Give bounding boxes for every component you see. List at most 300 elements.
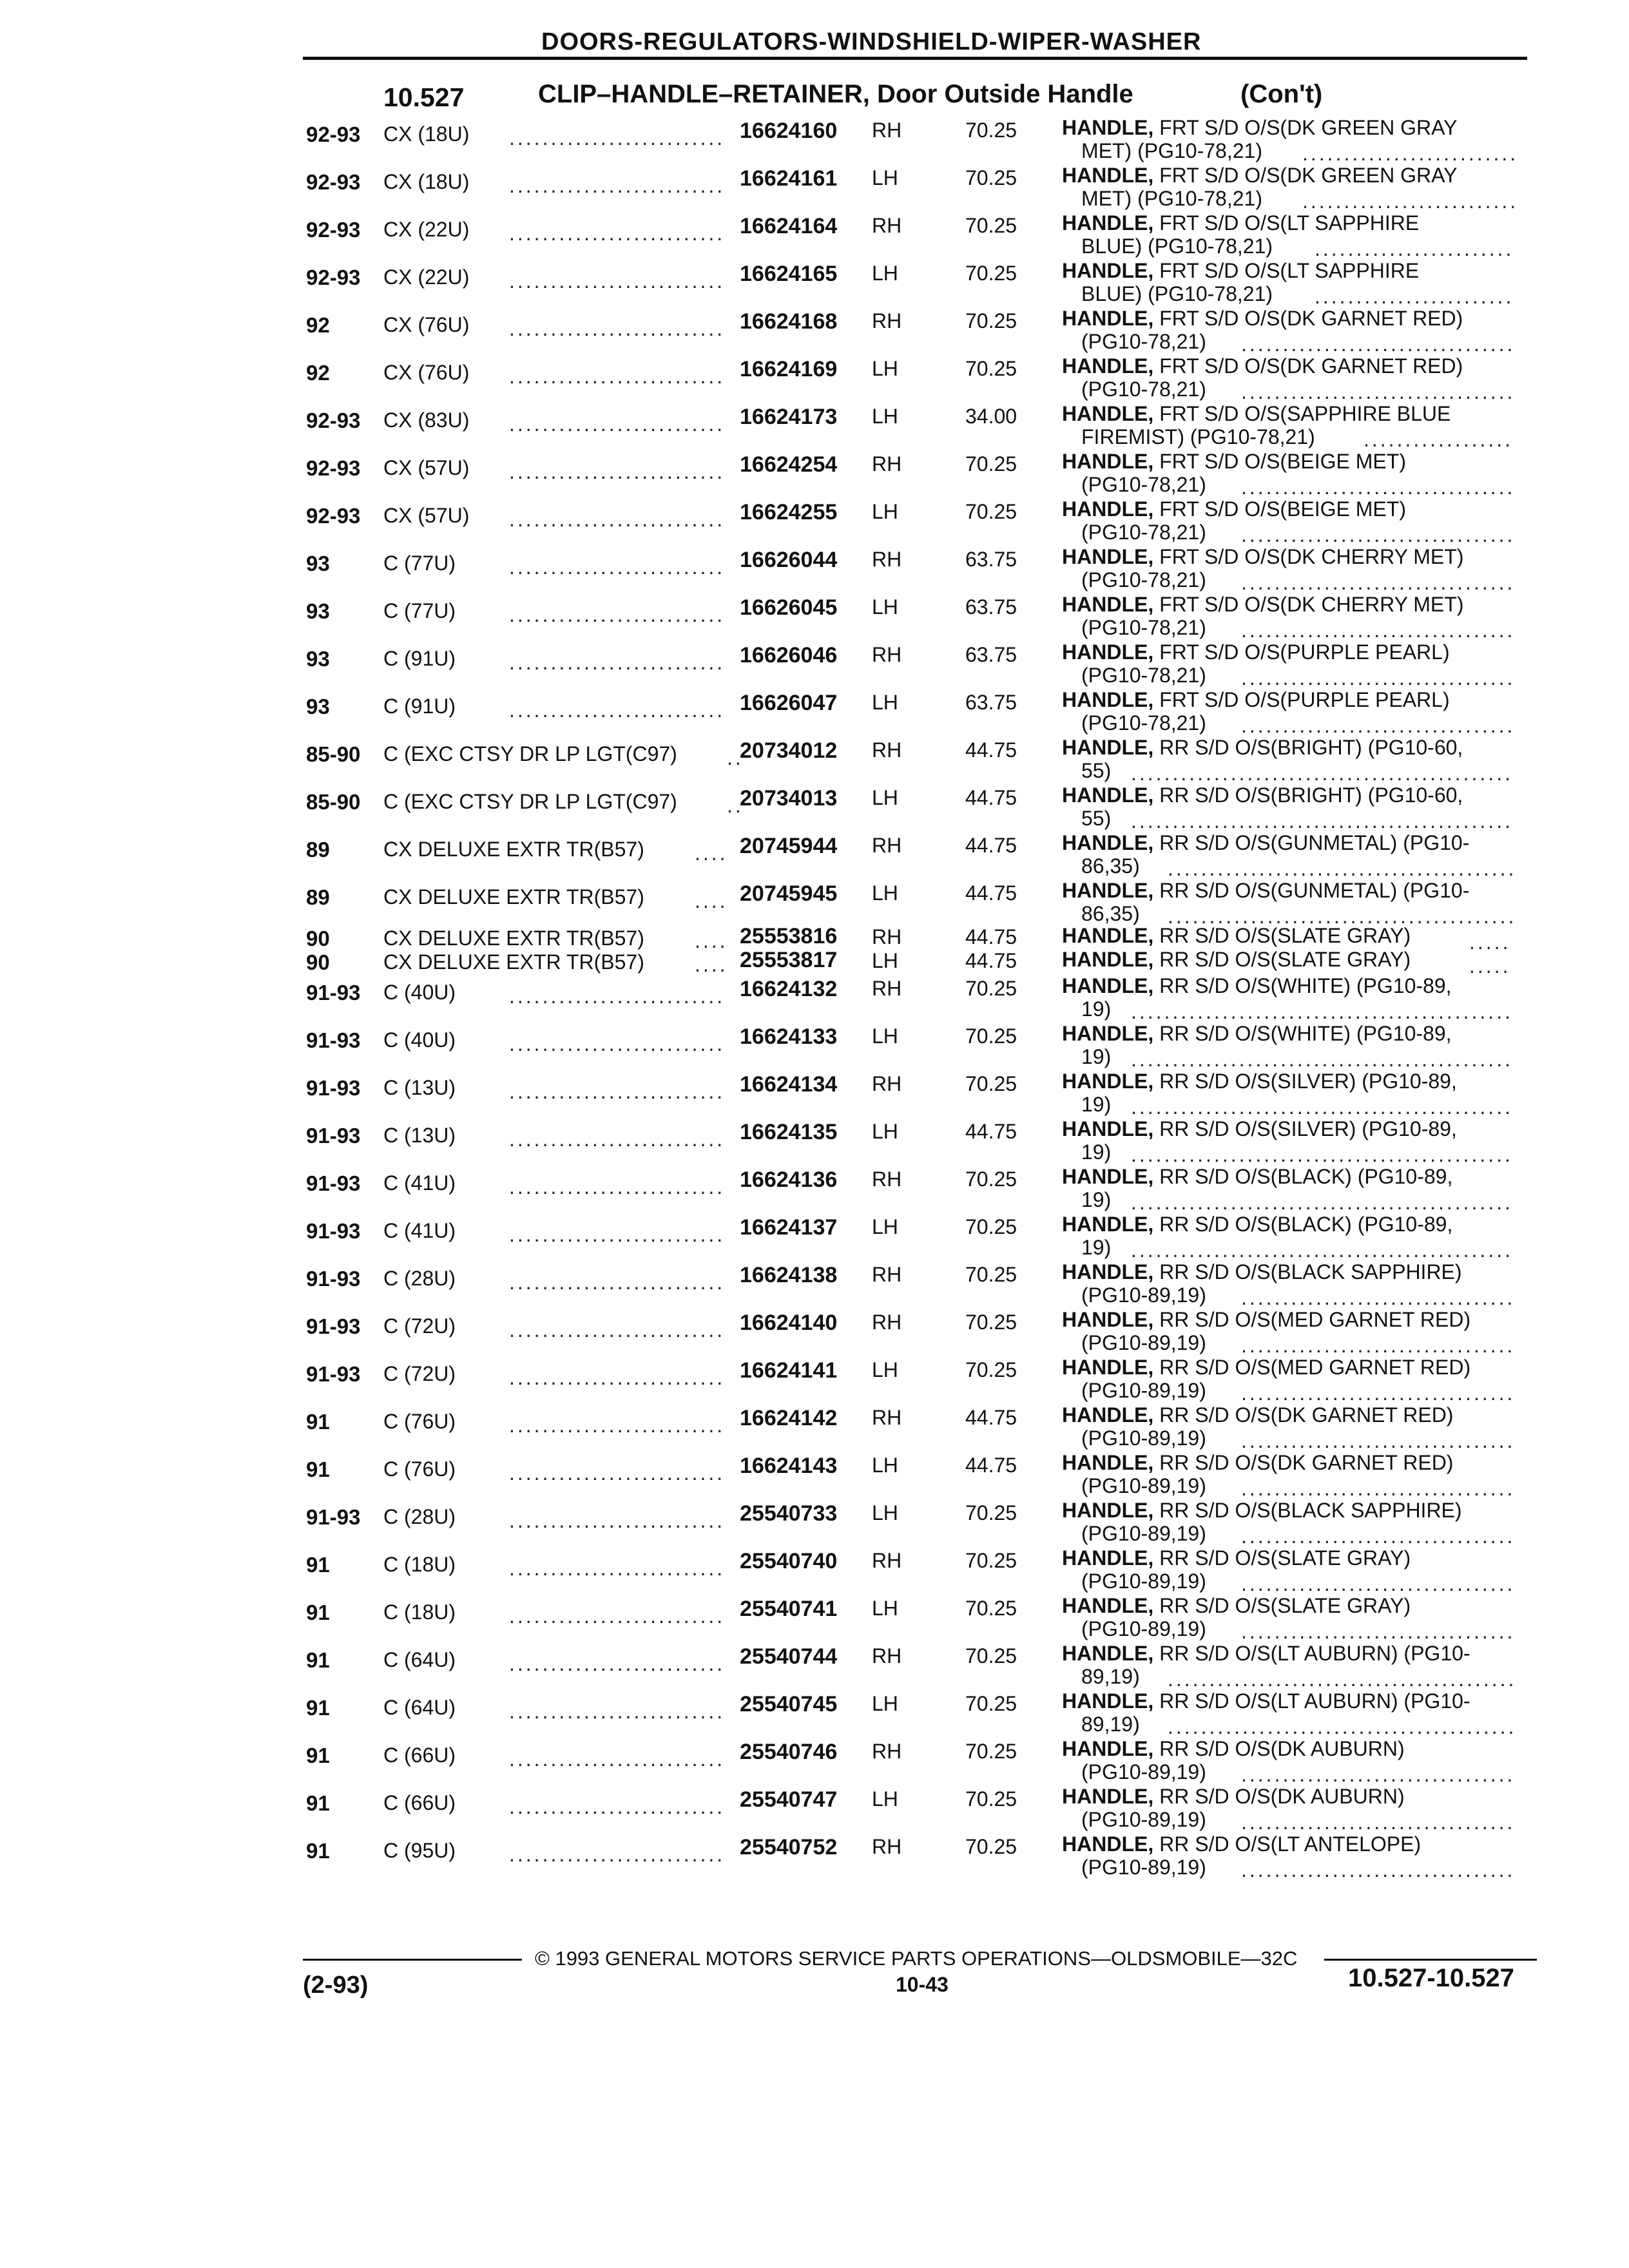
- copyright-line: © 1993 GENERAL MOTORS SERVICE PARTS OPERATIONS—OLDSMOBILE—32C: [535, 1947, 1298, 1970]
- part-number-cell: 16624133: [740, 1024, 838, 1049]
- description-key: HANDLE,: [1062, 948, 1154, 971]
- model-cell: CX (76U): [383, 313, 470, 336]
- leader-dots: ..................: [1364, 428, 1514, 451]
- part-number-cell: 16624173: [740, 405, 838, 429]
- description-line-1: [1062, 354, 1463, 378]
- part-number-cell: 25540733: [740, 1501, 838, 1526]
- leader-dots: ..........................: [1302, 142, 1519, 165]
- side-cell: LH: [872, 500, 898, 523]
- side-cell: RH: [872, 309, 902, 332]
- side-cell: RH: [872, 1168, 902, 1191]
- table-row: [0, 1737, 1629, 1786]
- table-row: [0, 307, 1629, 356]
- page-header-title: DOORS-REGULATORS-WINDSHIELD-WIPER-WASHER: [541, 28, 1202, 55]
- price-cell: 70.25: [965, 1501, 1017, 1524]
- description-text: RR S/D O/S(GUNMETAL) (PG10-: [1159, 831, 1470, 854]
- year-cell: 89: [306, 838, 330, 861]
- model-cell: C (91U): [383, 695, 456, 718]
- description-line-2: (PG10-78,21): [1081, 473, 1206, 496]
- description-key: HANDLE,: [1062, 354, 1154, 378]
- leader-dots: .................................: [1241, 1429, 1516, 1452]
- model-cell: CX DELUXE EXTR TR(B57): [383, 950, 644, 974]
- description-line-2: 19): [1081, 1045, 1112, 1068]
- table-row: [0, 497, 1629, 544]
- price-cell: 63.75: [965, 548, 1017, 571]
- part-number-cell: 20734013: [740, 786, 838, 811]
- description-key: HANDLE,: [1062, 783, 1154, 807]
- description-key: HANDLE,: [1062, 1070, 1154, 1093]
- year-cell: 92: [306, 313, 330, 337]
- description-line-1: [1062, 1451, 1453, 1475]
- section-continued: (Con't): [1240, 80, 1323, 108]
- description-key: HANDLE,: [1062, 688, 1154, 711]
- description-line-1: [1062, 1022, 1452, 1046]
- leader-dots: ..........................: [509, 1080, 726, 1103]
- description-line-2: 55): [1081, 759, 1112, 782]
- year-cell: 93: [306, 599, 330, 623]
- description-line-1: [1062, 948, 1411, 972]
- part-number-cell: 25540747: [740, 1787, 838, 1812]
- leader-dots: ..............................................: [1131, 762, 1513, 785]
- table-row: [0, 1832, 1629, 1879]
- description-key: HANDLE,: [1062, 497, 1154, 521]
- description-text: RR S/D O/S(BLACK SAPPHIRE): [1159, 1260, 1462, 1283]
- leader-dots: ..........................: [509, 1700, 726, 1723]
- description-key: HANDLE,: [1062, 1737, 1154, 1760]
- leader-dots: .................................: [1241, 571, 1516, 594]
- description-text: RR S/D O/S(DK AUBURN): [1159, 1785, 1405, 1808]
- leader-dots: .................................: [1241, 1620, 1516, 1643]
- description-key: HANDLE,: [1062, 1594, 1154, 1617]
- description-key: HANDLE,: [1062, 1832, 1154, 1856]
- description-text: RR S/D O/S(MED GARNET RED): [1159, 1356, 1471, 1379]
- description-line-1: [1062, 1165, 1452, 1189]
- part-number-cell: 25540752: [740, 1835, 838, 1860]
- table-row: [0, 783, 1629, 830]
- price-cell: 44.75: [965, 1454, 1017, 1477]
- description-key: HANDLE,: [1062, 1356, 1154, 1379]
- date-code: (2-93): [303, 1972, 369, 1999]
- description-line-2: (PG10-89,19): [1081, 1808, 1206, 1831]
- description-text: RR S/D O/S(DK GARNET RED): [1159, 1451, 1454, 1474]
- table-row: [0, 1546, 1629, 1593]
- description-text: RR S/D O/S(SLATE GRAY): [1159, 924, 1411, 947]
- description-text: RR S/D O/S(BRIGHT) (PG10-60,: [1159, 783, 1463, 807]
- description-key: HANDLE,: [1062, 974, 1154, 997]
- price-cell: 70.25: [965, 1263, 1017, 1286]
- table-row: [0, 1213, 1629, 1262]
- leader-dots: ..........................: [509, 1414, 726, 1437]
- description-line-2: (PG10-89,19): [1081, 1617, 1206, 1640]
- footer-rule-right: [1324, 1959, 1537, 1961]
- description-key: HANDLE,: [1062, 450, 1154, 473]
- description-text: FRT S/D O/S(DK GARNET RED): [1159, 354, 1463, 378]
- year-cell: 89: [306, 885, 330, 909]
- description-line-2: (PG10-89,19): [1081, 1331, 1206, 1354]
- table-row: [0, 593, 1629, 642]
- leader-dots: ..: [727, 794, 744, 817]
- description-key: HANDLE,: [1062, 1213, 1154, 1236]
- year-cell: 91: [306, 1839, 330, 1863]
- description-text: RR S/D O/S(BLACK) (PG10-89,: [1159, 1213, 1453, 1236]
- description-line-2: (PG10-78,21): [1081, 568, 1206, 591]
- description-line-1: [1062, 1117, 1457, 1141]
- description-line-1: [1062, 831, 1469, 855]
- leader-dots: ..: [727, 746, 744, 769]
- description-key: HANDLE,: [1062, 402, 1154, 425]
- year-cell: 90: [306, 927, 330, 950]
- side-cell: LH: [872, 405, 898, 428]
- price-cell: 70.25: [965, 1644, 1017, 1667]
- side-cell: RH: [872, 548, 902, 571]
- description-line-1: [1062, 259, 1419, 283]
- year-cell: 92-93: [306, 265, 361, 289]
- part-number-cell: 16624160: [740, 119, 838, 143]
- description-key: HANDLE,: [1062, 1785, 1154, 1808]
- year-cell: 91-93: [306, 1219, 361, 1243]
- description-text: RR S/D O/S(SLATE GRAY): [1159, 948, 1411, 971]
- description-line-2: MET) (PG10-78,21): [1081, 187, 1262, 210]
- side-cell: LH: [872, 691, 898, 714]
- price-cell: 44.75: [965, 949, 1017, 972]
- leader-dots: ..........................: [509, 555, 726, 579]
- year-cell: 92-93: [306, 456, 361, 480]
- description-key: HANDLE,: [1062, 1022, 1154, 1045]
- model-cell: CX (57U): [383, 456, 470, 479]
- description-line-1: [1062, 497, 1406, 521]
- section-range: 10.527-10.527: [1348, 1964, 1515, 1992]
- price-cell: 44.75: [965, 786, 1017, 809]
- part-number-cell: 16624136: [740, 1168, 838, 1192]
- model-cell: C (95U): [383, 1839, 456, 1862]
- description-line-2: (PG10-78,21): [1081, 711, 1206, 735]
- leader-dots: ..........................: [509, 1128, 726, 1151]
- leader-dots: ..........................: [509, 1843, 726, 1866]
- part-number-cell: 20745945: [740, 881, 838, 906]
- description-line-2: FIREMIST) (PG10-78,21): [1081, 425, 1315, 448]
- description-line-1: [1062, 164, 1457, 187]
- leader-dots: ..............................................: [1131, 1143, 1513, 1166]
- section-title: CLIP–HANDLE–RETAINER, Door Outside Handle: [538, 80, 1133, 108]
- leader-dots: ..........................: [509, 1604, 726, 1628]
- description-line-1: [1062, 1594, 1411, 1618]
- description-line-1: [1062, 640, 1450, 664]
- model-cell: C (64U): [383, 1696, 456, 1719]
- leader-dots: ..........................: [509, 1318, 726, 1341]
- year-cell: 91-93: [306, 981, 361, 1004]
- model-cell: C (18U): [383, 1600, 456, 1624]
- side-cell: RH: [872, 1549, 902, 1572]
- leader-dots: ..........................: [509, 1509, 726, 1532]
- side-cell: LH: [872, 1597, 898, 1620]
- description-line-1: [1062, 593, 1463, 617]
- part-number-cell: 16624164: [740, 214, 838, 238]
- side-cell: RH: [872, 1644, 902, 1667]
- footer-rule-left: [303, 1959, 522, 1961]
- description-line-1: [1062, 211, 1419, 235]
- model-cell: C (13U): [383, 1076, 456, 1099]
- part-number-cell: 16624135: [740, 1120, 838, 1144]
- leader-dots: ..........................: [509, 222, 726, 245]
- side-cell: LH: [872, 1787, 898, 1811]
- part-number-cell: 25540745: [740, 1692, 838, 1716]
- model-cell: C (77U): [383, 552, 456, 575]
- side-cell: RH: [872, 214, 902, 237]
- side-cell: RH: [872, 119, 902, 142]
- model-cell: C (66U): [383, 1744, 456, 1767]
- table-row: [0, 974, 1629, 1021]
- year-cell: 91: [306, 1696, 330, 1720]
- part-number-cell: 25540746: [740, 1740, 838, 1764]
- price-cell: 70.25: [965, 1740, 1017, 1763]
- description-text: RR S/D O/S(WHITE) (PG10-89,: [1159, 1022, 1452, 1045]
- description-text: RR S/D O/S(DK AUBURN): [1159, 1737, 1405, 1760]
- year-cell: 91-93: [306, 1362, 361, 1386]
- leader-dots: ....: [695, 889, 728, 912]
- description-line-1: [1062, 1213, 1452, 1236]
- leader-dots: ..........................: [509, 1175, 726, 1198]
- description-text: RR S/D O/S(SLATE GRAY): [1159, 1594, 1411, 1617]
- model-cell: C (76U): [383, 1457, 456, 1481]
- description-text: RR S/D O/S(BLACK) (PG10-89,: [1159, 1165, 1453, 1188]
- side-cell: RH: [872, 834, 902, 857]
- leader-dots: ..............................................: [1131, 1191, 1513, 1214]
- model-cell: CX (18U): [383, 170, 470, 193]
- price-cell: 63.75: [965, 595, 1017, 619]
- description-text: FRT S/D O/S(DK CHERRY MET): [1159, 545, 1464, 568]
- description-line-2: (PG10-89,19): [1081, 1379, 1206, 1402]
- part-number-cell: 16624143: [740, 1454, 838, 1478]
- model-cell: CX DELUXE EXTR TR(B57): [383, 927, 644, 950]
- part-number-cell: 16624140: [740, 1311, 838, 1335]
- leader-dots: ..........................: [509, 1032, 726, 1055]
- model-cell: C (76U): [383, 1410, 456, 1433]
- price-cell: 70.25: [965, 1168, 1017, 1191]
- leader-dots: .....: [1469, 930, 1511, 954]
- price-cell: 63.75: [965, 691, 1017, 714]
- description-key: HANDLE,: [1062, 211, 1154, 235]
- price-cell: 44.75: [965, 738, 1017, 762]
- description-text: RR S/D O/S(BRIGHT) (PG10-60,: [1159, 736, 1463, 759]
- leader-dots: ..........................................: [1168, 857, 1517, 880]
- side-cell: RH: [872, 1406, 902, 1429]
- side-cell: RH: [872, 1835, 902, 1858]
- description-text: FRT S/D O/S(LT SAPPHIRE: [1159, 211, 1420, 235]
- leader-dots: ..........................................: [1168, 1667, 1517, 1691]
- table-row: [0, 1689, 1629, 1736]
- year-cell: 93: [306, 552, 330, 575]
- leader-dots: .................................: [1241, 476, 1516, 499]
- leader-dots: .................................: [1241, 619, 1516, 642]
- description-line-1: [1062, 924, 1411, 948]
- description-line-2: (PG10-78,21): [1081, 616, 1206, 639]
- side-cell: RH: [872, 1740, 902, 1763]
- table-row: [0, 354, 1629, 401]
- leader-dots: .................................: [1241, 1811, 1516, 1834]
- leader-dots: .................................: [1241, 523, 1516, 546]
- description-text: FRT S/D O/S(PURPLE PEARL): [1159, 640, 1450, 664]
- table-row: [0, 736, 1629, 785]
- description-key: HANDLE,: [1062, 1546, 1154, 1570]
- table-row: [0, 1642, 1629, 1691]
- description-key: HANDLE,: [1062, 879, 1154, 902]
- description-line-2: 19): [1081, 1140, 1112, 1164]
- price-cell: 70.25: [965, 1311, 1017, 1334]
- part-number-cell: 16624161: [740, 166, 838, 191]
- table-row: [0, 1022, 1629, 1071]
- side-cell: LH: [872, 1358, 898, 1381]
- description-line-1: [1062, 1403, 1453, 1427]
- year-cell: 91: [306, 1553, 330, 1577]
- description-text: FRT S/D O/S(DK GREEN GRAY: [1159, 116, 1458, 139]
- model-cell: C (EXC CTSY DR LP LGT(C97): [383, 742, 677, 765]
- description-line-2: (PG10-89,19): [1081, 1474, 1206, 1497]
- description-line-1: [1062, 1546, 1411, 1570]
- price-cell: 44.75: [965, 834, 1017, 857]
- year-cell: 90: [306, 950, 330, 974]
- description-line-2: (PG10-78,21): [1081, 521, 1206, 544]
- side-cell: LH: [872, 1501, 898, 1524]
- year-cell: 91: [306, 1457, 330, 1481]
- description-line-1: [1062, 307, 1463, 331]
- description-line-2: (PG10-89,19): [1081, 1570, 1206, 1593]
- leader-dots: ..........................: [509, 698, 726, 722]
- year-cell: 92: [306, 361, 330, 385]
- description-text: FRT S/D O/S(LT SAPPHIRE: [1159, 259, 1420, 282]
- description-line-2: BLUE) (PG10-78,21): [1081, 282, 1273, 305]
- description-key: HANDLE,: [1062, 1260, 1154, 1283]
- description-text: RR S/D O/S(LT ANTELOPE): [1159, 1832, 1422, 1856]
- leader-dots: .................................: [1241, 380, 1516, 403]
- price-cell: 70.25: [965, 977, 1017, 1000]
- description-line-1: [1062, 974, 1452, 998]
- side-cell: LH: [872, 949, 898, 972]
- model-cell: CX DELUXE EXTR TR(B57): [383, 838, 644, 861]
- leader-dots: ..............................................: [1131, 1238, 1513, 1262]
- model-cell: C (66U): [383, 1791, 456, 1814]
- side-cell: RH: [872, 1311, 902, 1334]
- leader-dots: ..........................: [509, 365, 726, 388]
- table-row: [0, 640, 1629, 687]
- price-cell: 70.25: [965, 452, 1017, 476]
- price-cell: 70.25: [965, 1597, 1017, 1620]
- table-row: [0, 116, 1629, 165]
- leader-dots: ..........................: [509, 1223, 726, 1246]
- description-line-1: [1062, 1832, 1421, 1856]
- description-key: HANDLE,: [1062, 307, 1154, 330]
- leader-dots: ....: [695, 953, 728, 976]
- year-cell: 91-93: [306, 1505, 361, 1529]
- section-number: 10.527: [383, 82, 465, 112]
- leader-dots: .................................: [1241, 1858, 1516, 1881]
- description-text: FRT S/D O/S(PURPLE PEARL): [1159, 688, 1450, 711]
- model-cell: CX (57U): [383, 504, 470, 527]
- price-cell: 34.00: [965, 405, 1017, 428]
- description-key: HANDLE,: [1062, 593, 1154, 616]
- year-cell: 91-93: [306, 1028, 361, 1052]
- model-cell: C (28U): [383, 1267, 456, 1290]
- year-cell: 92-93: [306, 170, 361, 194]
- description-key: HANDLE,: [1062, 259, 1154, 282]
- table-row: [0, 1165, 1629, 1214]
- year-cell: 93: [306, 647, 330, 671]
- description-line-2: (PG10-78,21): [1081, 664, 1206, 687]
- part-number-cell: 16624168: [740, 309, 838, 334]
- description-key: HANDLE,: [1062, 1403, 1154, 1427]
- year-cell: 91-93: [306, 1171, 361, 1195]
- description-text: RR S/D O/S(SILVER) (PG10-89,: [1159, 1070, 1457, 1093]
- leader-dots: ..........................: [509, 508, 726, 531]
- description-text: RR S/D O/S(WHITE) (PG10-89,: [1159, 974, 1452, 997]
- table-row: [0, 402, 1629, 451]
- description-key: HANDLE,: [1062, 1642, 1154, 1665]
- part-number-cell: 16624165: [740, 262, 838, 286]
- leader-dots: ..........................: [509, 269, 726, 293]
- description-line-2: 19): [1081, 1093, 1112, 1116]
- part-number-cell: 16626044: [740, 548, 838, 572]
- table-row: [0, 1308, 1629, 1357]
- description-line-2: (PG10-89,19): [1081, 1427, 1206, 1450]
- part-number-cell: 20745944: [740, 834, 838, 858]
- side-cell: LH: [872, 1024, 898, 1048]
- table-row: [0, 1117, 1629, 1164]
- leader-dots: ..........................: [1302, 189, 1519, 213]
- side-cell: LH: [872, 1454, 898, 1477]
- description-text: FRT S/D O/S(DK CHERRY MET): [1159, 593, 1464, 616]
- side-cell: LH: [872, 1215, 898, 1238]
- leader-dots: ..........................: [509, 317, 726, 340]
- price-cell: 63.75: [965, 643, 1017, 666]
- price-cell: 70.25: [965, 357, 1017, 380]
- side-cell: LH: [872, 786, 898, 809]
- part-number-cell: 16624254: [740, 452, 838, 477]
- price-cell: 70.25: [965, 1358, 1017, 1381]
- model-cell: C (EXC CTSY DR LP LGT(C97): [383, 790, 677, 813]
- side-cell: RH: [872, 925, 902, 948]
- year-cell: 92-93: [306, 504, 361, 528]
- price-cell: 70.25: [965, 1024, 1017, 1048]
- description-key: HANDLE,: [1062, 924, 1154, 947]
- leader-dots: ..........................: [509, 985, 726, 1008]
- side-cell: LH: [872, 166, 898, 189]
- leader-dots: ..........................: [509, 1366, 726, 1389]
- leader-dots: ..........................: [509, 174, 726, 197]
- year-cell: 91: [306, 1791, 330, 1815]
- leader-dots: ..........................: [509, 1271, 726, 1294]
- description-line-2: (PG10-89,19): [1081, 1856, 1206, 1879]
- year-cell: 91: [306, 1410, 330, 1434]
- description-line-2: (PG10-78,21): [1081, 330, 1206, 353]
- side-cell: LH: [872, 1120, 898, 1143]
- leader-dots: ..........................: [509, 126, 726, 149]
- year-cell: 91: [306, 1744, 330, 1767]
- description-line-1: [1062, 736, 1463, 760]
- side-cell: RH: [872, 643, 902, 666]
- leader-dots: ....: [695, 929, 728, 952]
- part-number-cell: 16624141: [740, 1358, 838, 1383]
- model-cell: CX (83U): [383, 408, 470, 432]
- part-number-cell: 25553817: [740, 948, 838, 972]
- model-cell: CX (22U): [383, 218, 470, 241]
- table-row: [0, 1403, 1629, 1450]
- leader-dots: ..........................: [509, 1652, 726, 1675]
- leader-dots: .................................: [1241, 1286, 1516, 1309]
- description-text: RR S/D O/S(SILVER) (PG10-89,: [1159, 1117, 1457, 1140]
- year-cell: 92-93: [306, 218, 361, 242]
- description-line-2: BLUE) (PG10-78,21): [1081, 235, 1273, 258]
- description-line-1: [1062, 1356, 1470, 1379]
- year-cell: 91: [306, 1600, 330, 1624]
